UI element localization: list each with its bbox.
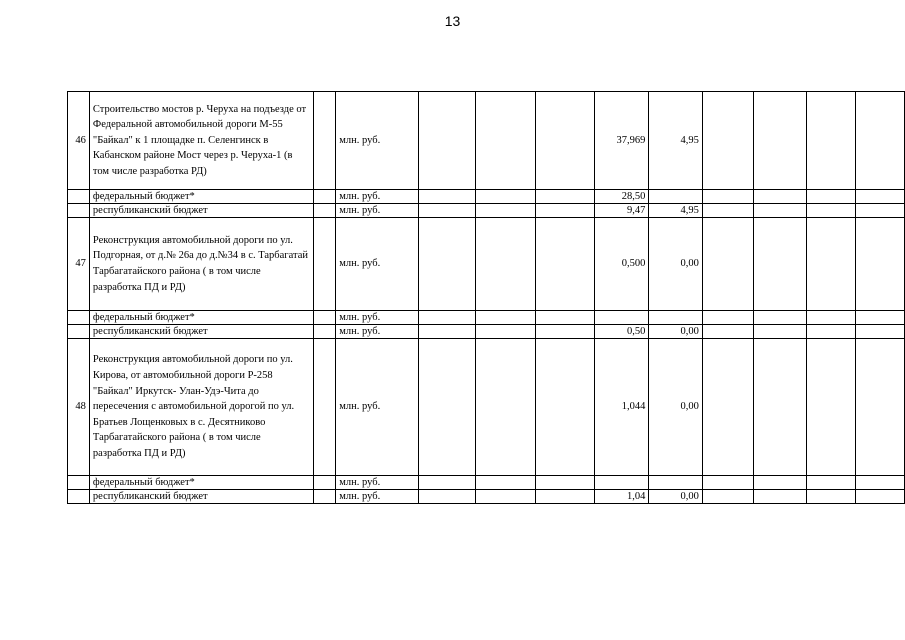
- table-row: [68, 476, 905, 490]
- total-cell: [594, 311, 649, 325]
- empty-cell: [476, 204, 535, 218]
- empty-cell: [807, 218, 855, 311]
- empty-cell: [702, 92, 753, 190]
- project-name: Реконструкция автомобильной дороги по ул. Кирова, от автомобильной дороги Р-258 "Байкал" Иркутск- Улан-Удэ-Чита до пересечения с автомобильной дорогой по ул. Братьев Лощенковых в с. Десятниково Тарбагатайского района ( в том числе разработка ПД и РД): [89, 339, 313, 476]
- empty-cell: [313, 476, 336, 490]
- unit-cell: млн. руб.: [336, 190, 419, 204]
- empty-cell: [754, 204, 807, 218]
- empty-cell: [419, 190, 476, 204]
- empty-cell: [702, 218, 753, 311]
- total-cell: 0,500: [594, 218, 649, 311]
- table-row: [68, 339, 905, 476]
- empty-cell: [855, 92, 904, 190]
- empty-cell: [702, 476, 753, 490]
- empty-cell: [702, 325, 753, 339]
- empty-cell: [476, 325, 535, 339]
- empty-cell: [313, 311, 336, 325]
- empty-cell: [68, 325, 90, 339]
- empty-cell: [68, 204, 90, 218]
- empty-cell: [419, 218, 476, 311]
- empty-cell: [702, 339, 753, 476]
- empty-cell: [68, 190, 90, 204]
- empty-cell: [754, 490, 807, 504]
- empty-cell: [419, 339, 476, 476]
- republic-label: республиканский бюджет: [89, 204, 313, 218]
- empty-cell: [535, 325, 594, 339]
- total-cell: 37,969: [594, 92, 649, 190]
- value2-cell: 0,00: [649, 218, 703, 311]
- table-row: [68, 190, 905, 204]
- unit-cell: млн. руб.: [336, 490, 419, 504]
- value2-cell: [649, 311, 703, 325]
- empty-cell: [535, 92, 594, 190]
- empty-cell: [313, 339, 336, 476]
- empty-cell: [702, 311, 753, 325]
- empty-cell: [535, 218, 594, 311]
- row-number: 47: [68, 218, 90, 311]
- empty-cell: [476, 190, 535, 204]
- empty-cell: [807, 92, 855, 190]
- empty-cell: [476, 476, 535, 490]
- empty-cell: [313, 190, 336, 204]
- empty-cell: [855, 325, 904, 339]
- empty-cell: [754, 218, 807, 311]
- value2-cell: 4,95: [649, 92, 703, 190]
- project-name: Строительство мостов р. Черуха на подъезде от Федеральной автомобильной дороги М-55 "Байкал" к 1 площадке п. Селенгинск в Кабанском районе Мост через р. Черуха-1 (в том числе разработка РД): [89, 92, 313, 190]
- empty-cell: [313, 204, 336, 218]
- unit-cell: млн. руб.: [336, 204, 419, 218]
- table-row: [68, 92, 905, 190]
- empty-cell: [419, 476, 476, 490]
- empty-cell: [313, 490, 336, 504]
- empty-cell: [476, 490, 535, 504]
- empty-cell: [807, 490, 855, 504]
- unit-cell: млн. руб.: [336, 92, 419, 190]
- empty-cell: [535, 311, 594, 325]
- table-row: [68, 325, 905, 339]
- empty-cell: [855, 190, 904, 204]
- empty-cell: [419, 490, 476, 504]
- empty-cell: [807, 339, 855, 476]
- empty-cell: [476, 339, 535, 476]
- empty-cell: [855, 311, 904, 325]
- total-cell: 0,50: [594, 325, 649, 339]
- empty-cell: [535, 339, 594, 476]
- value2-cell: 0,00: [649, 325, 703, 339]
- empty-cell: [313, 325, 336, 339]
- table-row: [68, 218, 905, 311]
- empty-cell: [419, 311, 476, 325]
- table-row: [68, 204, 905, 218]
- total-cell: 9,47: [594, 204, 649, 218]
- empty-cell: [476, 92, 535, 190]
- empty-cell: [754, 311, 807, 325]
- unit-cell: млн. руб.: [336, 218, 419, 311]
- empty-cell: [419, 325, 476, 339]
- total-cell: [594, 476, 649, 490]
- unit-cell: млн. руб.: [336, 325, 419, 339]
- value2-cell: 0,00: [649, 490, 703, 504]
- republic-label: республиканский бюджет: [89, 325, 313, 339]
- republic-label: республиканский бюджет: [89, 490, 313, 504]
- empty-cell: [807, 325, 855, 339]
- project-name: Реконструкция автомобильной дороги по ул. Подгорная, от д.№ 26а до д.№34 в с. Тарбагатай Тарбагатайского района ( в том числе разработка ПД и РД): [89, 218, 313, 311]
- empty-cell: [754, 339, 807, 476]
- empty-cell: [476, 218, 535, 311]
- empty-cell: [68, 490, 90, 504]
- row-number: 48: [68, 339, 90, 476]
- empty-cell: [855, 218, 904, 311]
- empty-cell: [855, 490, 904, 504]
- empty-cell: [535, 476, 594, 490]
- empty-cell: [807, 204, 855, 218]
- budget-table: [67, 91, 905, 504]
- empty-cell: [313, 218, 336, 311]
- empty-cell: [807, 311, 855, 325]
- total-cell: 1,044: [594, 339, 649, 476]
- empty-cell: [754, 325, 807, 339]
- empty-cell: [68, 311, 90, 325]
- empty-cell: [855, 339, 904, 476]
- federal-label: федеральный бюджет*: [89, 190, 313, 204]
- empty-cell: [419, 204, 476, 218]
- federal-label: федеральный бюджет*: [89, 476, 313, 490]
- empty-cell: [313, 92, 336, 190]
- empty-cell: [754, 92, 807, 190]
- empty-cell: [535, 204, 594, 218]
- empty-cell: [419, 92, 476, 190]
- empty-cell: [68, 476, 90, 490]
- empty-cell: [807, 190, 855, 204]
- empty-cell: [754, 190, 807, 204]
- table-row: [68, 490, 905, 504]
- empty-cell: [855, 204, 904, 218]
- empty-cell: [476, 311, 535, 325]
- empty-cell: [702, 204, 753, 218]
- empty-cell: [807, 476, 855, 490]
- empty-cell: [702, 190, 753, 204]
- total-cell: 28,50: [594, 190, 649, 204]
- unit-cell: млн. руб.: [336, 339, 419, 476]
- table-row: [68, 311, 905, 325]
- empty-cell: [855, 476, 904, 490]
- empty-cell: [535, 490, 594, 504]
- unit-cell: млн. руб.: [336, 311, 419, 325]
- value2-cell: [649, 476, 703, 490]
- empty-cell: [754, 476, 807, 490]
- value2-cell: [649, 190, 703, 204]
- row-number: 46: [68, 92, 90, 190]
- value2-cell: 0,00: [649, 339, 703, 476]
- unit-cell: млн. руб.: [336, 476, 419, 490]
- value2-cell: 4,95: [649, 204, 703, 218]
- federal-label: федеральный бюджет*: [89, 311, 313, 325]
- page-number: 13: [444, 13, 461, 29]
- empty-cell: [702, 490, 753, 504]
- total-cell: 1,04: [594, 490, 649, 504]
- empty-cell: [535, 190, 594, 204]
